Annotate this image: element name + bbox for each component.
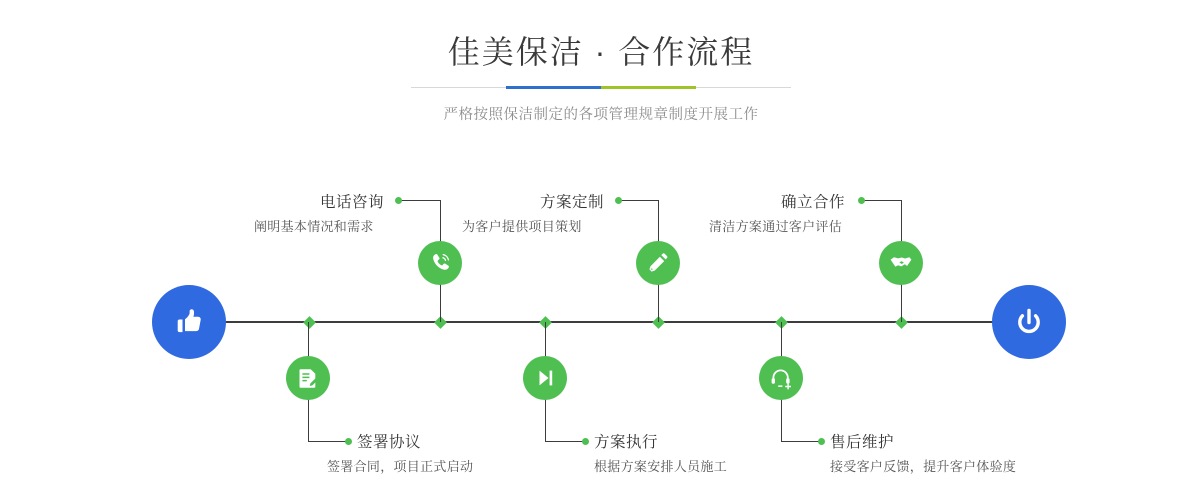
phone-icon [427,250,453,276]
step-1-desc: 阐明基本情况和需求 [254,219,374,234]
pen-ruler-icon [645,250,671,276]
step-4-desc: 根据方案安排人员施工 [594,459,728,474]
connector-dot-step-5 [858,197,865,204]
handshake-icon [888,250,914,276]
step-4-icon-badge[interactable] [523,356,567,400]
step-6-icon-badge[interactable] [759,356,803,400]
document-edit-icon [295,365,321,391]
play-skip-icon [532,365,558,391]
step-6-desc: 接受客户反馈，提升客户体验度 [830,459,1017,474]
step-5-desc: 清洁方案通过客户评估 [709,219,843,234]
end-endpoint [992,285,1066,359]
connector-horizontal-step-2 [308,441,348,442]
step-3-icon-badge[interactable] [636,241,680,285]
connector-dot-step-3 [615,197,622,204]
step-3-label: 方案定制 [540,194,605,211]
headset-support-icon [768,365,794,391]
step-2-label: 签署协议 [357,434,422,451]
thumbs-up-icon [169,302,209,342]
connector-dot-step-6 [818,438,825,445]
start-endpoint [152,285,226,359]
step-5-icon-badge[interactable] [879,241,923,285]
connector-horizontal-step-4 [545,441,585,442]
connector-horizontal-step-5 [861,200,901,201]
step-2-desc: 签署合同，项目正式启动 [327,459,474,474]
step-6-label: 售后维护 [830,434,895,451]
step-5-label: 确立合作 [781,194,846,211]
connector-dot-step-1 [395,197,402,204]
page-subtitle: 严格按照保洁制定的各项管理规章制度开展工作 [443,107,759,123]
title-divider [411,86,791,89]
power-icon [1009,302,1049,342]
connector-horizontal-step-3 [618,200,658,201]
axis-marker [303,316,316,329]
step-1-icon-badge[interactable] [418,241,462,285]
connector-horizontal-step-1 [398,200,440,201]
page-header [0,30,1202,124]
divider-green-segment [601,86,696,89]
connector-dot-step-2 [345,438,352,445]
divider-blue-segment [506,86,601,89]
connector-horizontal-step-6 [781,441,821,442]
step-2-icon-badge[interactable] [286,356,330,400]
step-4-label: 方案执行 [594,434,659,451]
page-title: 佳美保洁 · 合作流程 [447,34,755,70]
step-3-desc: 为客户提供项目策划 [462,219,582,234]
connector-dot-step-4 [582,438,589,445]
step-1-label: 电话咨询 [320,194,385,211]
